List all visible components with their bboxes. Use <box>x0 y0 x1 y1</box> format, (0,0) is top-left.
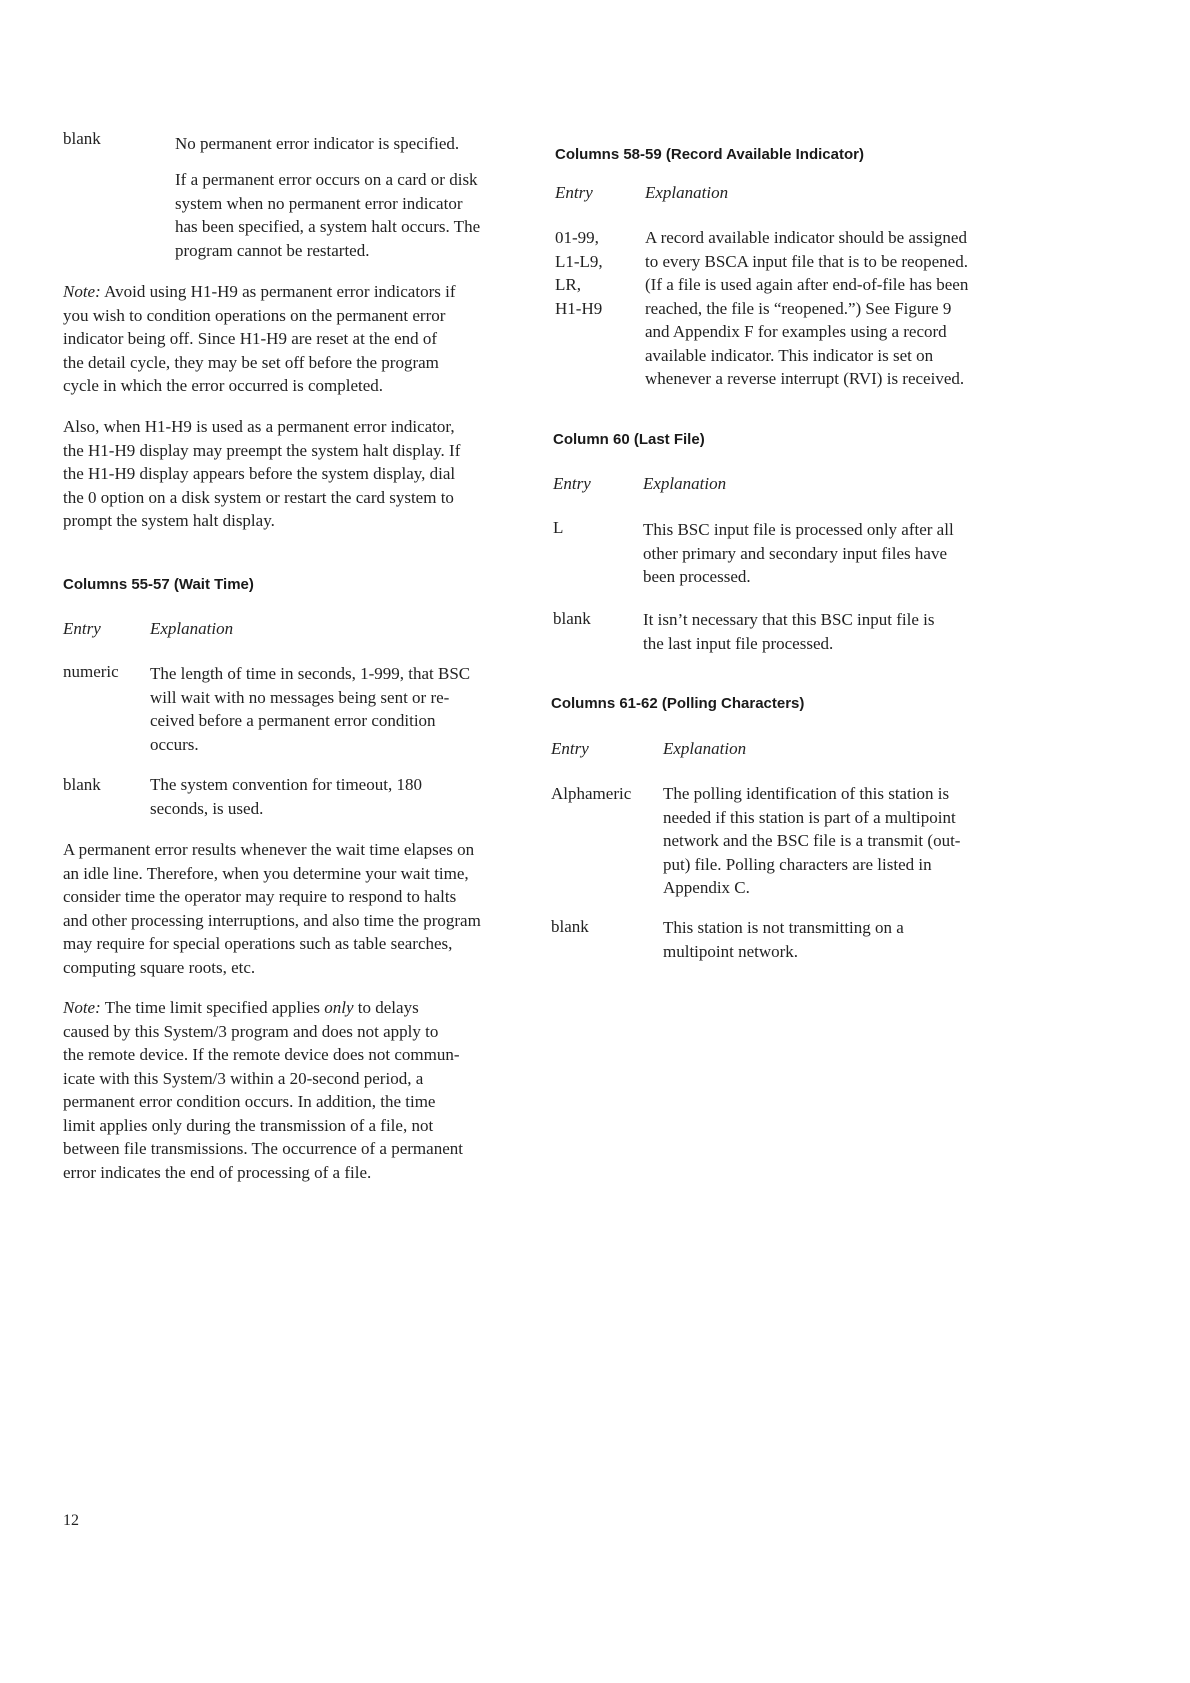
blank-term-wait: blank <box>63 775 101 794</box>
text-line: Avoid using H1-H9 as permanent error indicators if <box>100 282 456 301</box>
text-line: The length of time in seconds, 1-999, that BSC <box>150 664 471 683</box>
text-line: the last input file processed. <box>643 633 834 653</box>
text-line: and other processing interruptions, and also time the program <box>63 910 481 930</box>
alphameric-term: Alphameric <box>551 784 632 803</box>
l-term: L <box>553 518 564 537</box>
text-line: The system convention for timeout, 180 <box>150 775 422 794</box>
text-line: consider time the operator may require to respond to halts <box>63 887 457 906</box>
numeric-term: numeric <box>63 662 119 681</box>
permanent-error-paragraph <box>63 838 481 979</box>
text-line: you wish to condition operations on the permanent error <box>63 305 446 325</box>
record-terms <box>555 226 603 320</box>
text-fragment: to delays <box>353 998 419 1017</box>
text-line: The polling identification of this station is <box>663 784 950 803</box>
text-line: program cannot be restarted. <box>175 240 370 260</box>
explanation-header: Explanation <box>663 739 747 758</box>
text-line: limit applies only during the transmission of a file, not <box>63 1115 434 1135</box>
heading-polling-characters: Columns 61-62 (Polling Characters) <box>551 695 805 712</box>
text-line: computing square roots, etc. <box>63 957 256 977</box>
blank-desc: No permanent error indicator is specified. <box>175 134 460 153</box>
text-line: the detail cycle, they may be set off before the program <box>63 352 439 372</box>
text-line: A record available indicator should be assigned <box>645 228 967 247</box>
text-line: to every BSCA input file that is to be reopened. <box>645 251 968 271</box>
term: 01-99, <box>555 228 599 247</box>
term: L1-L9, <box>555 251 603 271</box>
heading-record-available: Columns 58-59 (Record Available Indicator) <box>555 146 864 163</box>
note-label: Note: <box>63 998 101 1017</box>
text-line: Appendix C. <box>663 878 750 897</box>
blank-desc-last-file <box>643 608 935 655</box>
text-line: It isn’t necessary that this BSC input file is <box>643 610 935 629</box>
heading-last-file: Column 60 (Last File) <box>553 431 705 448</box>
note-label: Note: <box>63 282 101 301</box>
numeric-desc <box>150 662 470 756</box>
text-line: an idle line. Therefore, when you determine your wait time, <box>63 863 469 883</box>
text-line: and Appendix F for examples using a record <box>645 322 947 341</box>
text-line: ceived before a permanent error condition <box>150 711 436 730</box>
blank-desc-polling <box>663 916 904 963</box>
text-line: system when no permanent error indicator <box>175 193 463 213</box>
text-line: multipoint network. <box>663 941 799 961</box>
blank-term-polling: blank <box>551 917 589 936</box>
explanation-header: Explanation <box>643 474 727 493</box>
text-line: available indicator. This indicator is set on <box>645 345 934 365</box>
text-line: caused by this System/3 program and does not apply to <box>63 1021 439 1041</box>
heading-wait-time: Columns 55-57 (Wait Time) <box>63 576 254 593</box>
text-line: This BSC input file is processed only after all <box>643 520 954 539</box>
also-paragraph <box>63 415 460 533</box>
text-line: the 0 option on a disk system or restart the card system to <box>63 487 454 507</box>
text-line: prompt the system halt display. <box>63 511 275 530</box>
text-line: error indicates the end of processing of a file. <box>63 1162 372 1182</box>
text-line: permanent error condition occurs. In addition, the time <box>63 1092 436 1111</box>
text-line: the H1-H9 display may preempt the system halt display. If <box>63 440 461 460</box>
record-desc <box>645 226 968 391</box>
text-line: This station is not transmitting on a <box>663 918 904 937</box>
text-line: Also, when H1-H9 is used as a permanent error indicator, <box>63 417 455 436</box>
entry-header: Entry <box>553 474 591 493</box>
text-fragment: The time limit specified applies <box>100 998 325 1017</box>
explanation-header: Explanation <box>150 619 234 638</box>
text-line: has been specified, a system halt occurs. The <box>175 217 481 236</box>
text-line: seconds, is used. <box>150 798 264 818</box>
blank-desc-wait <box>150 773 422 820</box>
text-line: icate with this System/3 within a 20-second period, a <box>63 1068 424 1088</box>
blank-term: blank <box>63 129 101 148</box>
blank-desc-detail <box>175 168 480 262</box>
emphasis: only <box>324 998 354 1017</box>
l-desc <box>643 518 954 589</box>
text-line: indicator being off. Since H1-H9 are reset at the end of <box>63 329 438 348</box>
text-line: A permanent error results whenever the wait time elapses on <box>63 840 475 859</box>
text-line: needed if this station is part of a multipoint <box>663 807 956 827</box>
page-number: 12 <box>63 1512 79 1529</box>
explanation-header: Explanation <box>645 183 729 202</box>
text-line: occurs. <box>150 734 199 754</box>
text-line: the H1-H9 display appears before the system display, dial <box>63 464 456 483</box>
entry-header: Entry <box>63 619 101 638</box>
term: H1-H9 <box>555 298 603 318</box>
term: LR, <box>555 275 581 294</box>
alphameric-desc <box>663 782 960 900</box>
text-line: whenever a reverse interrupt (RVI) is received. <box>645 369 965 388</box>
text-line: between file transmissions. The occurrence of a permanent <box>63 1139 463 1158</box>
blank-term-last-file: blank <box>553 609 591 628</box>
entry-header: Entry <box>555 183 593 202</box>
note-time-limit <box>63 996 463 1184</box>
text-line: been processed. <box>643 567 751 586</box>
text-line: may require for special operations such as table searches, <box>63 934 453 953</box>
text-line: (If a file is used again after end-of-file has been <box>645 275 969 294</box>
text-line: the remote device. If the remote device does not commun- <box>63 1045 460 1064</box>
text-line: put) file. Polling characters are listed in <box>663 854 932 874</box>
text-line: reached, the file is “reopened.”) See Figure 9 <box>645 298 952 318</box>
text-line: cycle in which the error occurred is completed. <box>63 376 384 395</box>
note-permanent-indicator <box>63 280 456 398</box>
text-line: If a permanent error occurs on a card or disk <box>175 170 478 189</box>
text-line: network and the BSC file is a transmit (out- <box>663 831 961 850</box>
text-line: other primary and secondary input files have <box>643 543 948 563</box>
text-line: will wait with no messages being sent or re- <box>150 687 450 707</box>
entry-header: Entry <box>551 739 589 758</box>
